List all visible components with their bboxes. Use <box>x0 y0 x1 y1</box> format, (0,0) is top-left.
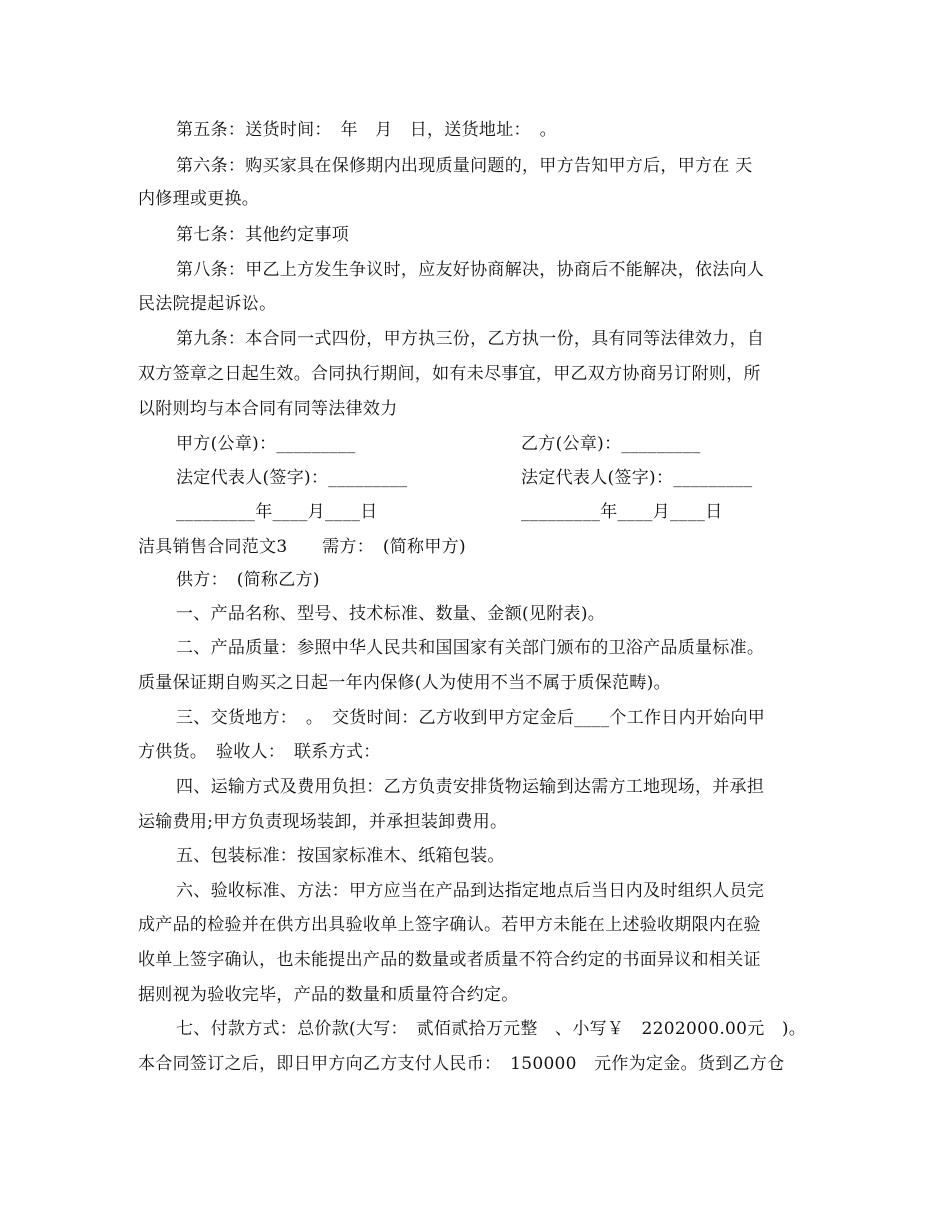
clause-9-cont-1: 双方签章之日起生效。合同执行期间，如有未尽事宜，甲乙双方协商另订附则，所 <box>138 364 761 384</box>
clause-8-cont: 民法院提起诉讼。 <box>138 294 277 314</box>
clause-9: 第九条：本合同一式四份，甲方执三份，乙方执一份，具有同等法律效力，自 <box>176 329 765 349</box>
section-1: 一、产品名称、型号、技术标准、数量、金额(见附表)。 <box>176 604 606 624</box>
section-6: 六、验收标准、方法：甲方应当在产品到达指定地点后当日内及时组织人员完 <box>176 881 765 901</box>
contract-3-heading: 洁具销售合同范文3 需方： (简称甲方) <box>138 537 466 557</box>
supplier-line: 供方： (简称乙方) <box>176 570 320 590</box>
section-5: 五、包装标准：按国家标准木、纸箱包装。 <box>176 846 505 866</box>
section-3-cont: 方供货。 验收人： 联系方式： <box>138 742 381 762</box>
party-a-date: _________年____月____日 <box>176 502 378 522</box>
party-b-date: _________年____月____日 <box>521 502 723 522</box>
section-4: 四、运输方式及费用负担：乙方负责安排货物运输到达需方工地现场，并承担 <box>176 777 765 797</box>
party-a-representative: 法定代表人(签字)：_________ <box>176 468 408 488</box>
clause-7: 第七条：其他约定事项 <box>176 225 349 245</box>
section-7: 七、付款方式：总价款(大写： 贰佰贰拾万元整 、小写￥ 2202000.00元 )。 <box>176 1019 807 1039</box>
party-a-seal: 甲方(公章)：_________ <box>176 434 356 454</box>
section-7-cont: 本合同签订之后，即日甲方向乙方支付人民币： 150000 元作为定金。货到乙方仓 <box>138 1054 785 1074</box>
section-3: 三、交货地方： 。 交货时间：乙方收到甲方定金后____个工作日内开始向甲 <box>176 708 766 728</box>
clause-6-cont: 内修理或更换。 <box>138 189 260 209</box>
clause-9-cont-2: 以附则均与本合同有同等法律效力 <box>138 399 398 419</box>
clause-6: 第六条：购买家具在保修期内出现质量问题的，甲方告知甲方后，甲方在 天 <box>176 156 753 176</box>
clause-5: 第五条：送货时间： 年 月 日，送货地址： 。 <box>176 120 557 140</box>
section-2-cont: 质量保证期自购买之日起一年内保修(人为使用不当不属于质保范畴)。 <box>138 673 671 693</box>
section-2: 二、产品质量：参照中华人民共和国国家有关部门颁布的卫浴产品质量标准。 <box>176 638 765 658</box>
section-6-cont-2: 收单上签字确认，也未能提出产品的数量或者质量不符合约定的书面异议和相关证 <box>138 950 761 970</box>
party-b-representative: 法定代表人(签字)：_________ <box>521 468 753 488</box>
section-6-cont-3: 据则视为验收完毕，产品的数量和质量符合约定。 <box>138 985 519 1005</box>
section-4-cont: 运输费用;甲方负责现场装卸，并承担装卸费用。 <box>138 812 508 832</box>
clause-8: 第八条：甲乙上方发生争议时，应友好协商解决，协商后不能解决，依法向人 <box>176 260 765 280</box>
section-6-cont-1: 成产品的检验并在供方出具验收单上签字确认。若甲方未能在上述验收期限内在验 <box>138 915 761 935</box>
party-b-seal: 乙方(公章)：_________ <box>521 434 701 454</box>
